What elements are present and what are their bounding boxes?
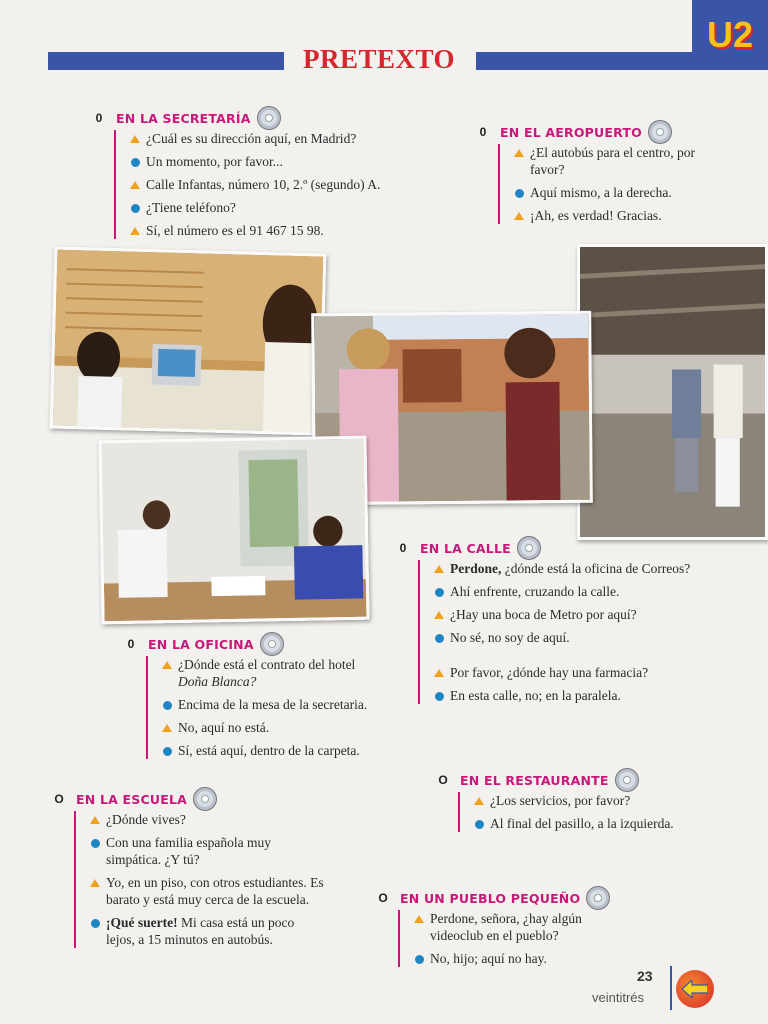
- speaker-b-dot-icon: [91, 919, 100, 928]
- back-arrow-icon[interactable]: [676, 970, 714, 1008]
- dialogue-line: En esta calle, no; en la paralela.: [428, 687, 746, 704]
- audio-cd-icon[interactable]: [648, 120, 672, 144]
- dialogue-line: Ahí enfrente, cruzando la calle.: [428, 583, 746, 600]
- dialogue-lines: [74, 811, 324, 948]
- dialogue-line: ¡Ah, es verdad! Gracias.: [508, 207, 726, 224]
- speaker-a-triangle-icon: [434, 565, 444, 573]
- page-number-words: veintitrés: [592, 990, 645, 1005]
- audio-cd-icon[interactable]: [586, 886, 610, 910]
- dialogue-line: ¿Los servicios, por favor?: [468, 792, 736, 809]
- dialogue-line: No, hijo; aquí no hay.: [408, 950, 628, 967]
- section-pueblo: [376, 886, 636, 973]
- audio-cd-icon[interactable]: [193, 787, 217, 811]
- unit-badge: [692, 0, 768, 70]
- speaker-a-triangle-icon: [434, 669, 444, 677]
- speaker-b-dot-icon: [435, 692, 444, 701]
- speaker-a-triangle-icon: [130, 181, 140, 189]
- dialogue-line: ¿Tiene teléfono?: [124, 199, 422, 216]
- dialogue-line: Yo, en un piso, con otros estudiantes. Es barato y está muy cerca de la escuela.: [84, 874, 324, 908]
- section-restaurante: [436, 768, 736, 838]
- audio-cd-icon[interactable]: [615, 768, 639, 792]
- dialogue-lines: [458, 792, 736, 832]
- dialogue-line: Calle Infantas, número 10, 2.º (segundo) A.: [124, 176, 422, 193]
- section-aeropuerto: [476, 120, 726, 230]
- photo-secretaria: [50, 246, 327, 435]
- dialogue-line: ¿Cuál es su dirección aquí, en Madrid?: [124, 130, 422, 147]
- speaker-b-dot-icon: [415, 955, 424, 964]
- section-secretaria: [92, 106, 422, 245]
- section-escuela: [52, 787, 332, 954]
- section-title: EN LA CALLE: [420, 540, 511, 556]
- speaker-b-dot-icon: [131, 158, 140, 167]
- photo-aeropuerto: [577, 244, 768, 540]
- dialogue-line: Sí, está aquí, dentro de la carpeta.: [156, 742, 414, 759]
- track-number: O: [378, 891, 388, 905]
- dialogue-line: ¿Dónde vives?: [84, 811, 324, 828]
- dialogue-lines: [146, 656, 414, 759]
- section-title: EN EL RESTAURANTE: [460, 772, 609, 788]
- dialogue-lines: [418, 560, 746, 704]
- dialogue-lines: [498, 144, 726, 224]
- speaker-a-triangle-icon: [90, 816, 100, 824]
- track-number: 0: [95, 111, 103, 125]
- speaker-b-dot-icon: [435, 634, 444, 643]
- dialogue-line: Por favor, ¿dónde hay una farmacia?: [428, 664, 746, 681]
- speaker-a-triangle-icon: [162, 661, 172, 669]
- dialogue-line: No sé, no soy de aquí.: [428, 629, 746, 646]
- dialogue-line: Perdone, señora, ¿hay algún videoclub en el pueblo?: [408, 910, 628, 944]
- speaker-a-triangle-icon: [514, 212, 524, 220]
- speaker-a-triangle-icon: [474, 797, 484, 805]
- dialogue-line: ¿Dónde está el contrato del hotel Doña Blanca?: [156, 656, 414, 690]
- speaker-a-triangle-icon: [514, 149, 524, 157]
- dialogue-line: Sí, el número es el 91 467 15 98.: [124, 222, 422, 239]
- speaker-a-triangle-icon: [130, 227, 140, 235]
- dialogue-line: ¿El autobús para el centro, por favor?: [508, 144, 726, 178]
- dialogue-line: Perdone, ¿dónde está la oficina de Correos?: [428, 560, 746, 577]
- speaker-b-dot-icon: [515, 189, 524, 198]
- dialogue-line: Al final del pasillo, a la izquierda.: [468, 815, 736, 832]
- speaker-b-dot-icon: [163, 747, 172, 756]
- section-oficina: [124, 632, 414, 765]
- page-title: PRETEXTO: [302, 44, 456, 74]
- speaker-b-dot-icon: [163, 701, 172, 710]
- speaker-b-dot-icon: [91, 839, 100, 848]
- dialogue-line: Con una familia española muy simpática. ¿Y tú?: [84, 834, 324, 868]
- section-title: EN EL AEROPUERTO: [500, 124, 642, 140]
- speaker-a-triangle-icon: [162, 724, 172, 732]
- audio-cd-icon[interactable]: [260, 632, 284, 656]
- section-title: EN LA ESCUELA: [76, 791, 187, 807]
- photo-oficina: [98, 436, 369, 625]
- speaker-b-dot-icon: [435, 588, 444, 597]
- footer-divider: [670, 966, 672, 1010]
- track-number: 0: [127, 637, 135, 651]
- section-title: EN LA OFICINA: [148, 636, 254, 652]
- dialogue-line: Aquí mismo, a la derecha.: [508, 184, 726, 201]
- track-number: O: [438, 773, 448, 787]
- dialogue-line: No, aquí no está.: [156, 719, 414, 736]
- track-number: 0: [479, 125, 487, 139]
- dialogue-line: ¡Qué suerte! Mi casa está un poco lejos, a 15 minutos en autobús.: [84, 914, 324, 948]
- section-title: EN UN PUEBLO PEQUEÑO: [400, 890, 581, 906]
- track-number: O: [54, 792, 64, 806]
- dialogue-lines: [114, 130, 422, 239]
- dialogue-line: Encima de la mesa de la secretaria.: [156, 696, 414, 713]
- page-number: 23: [637, 968, 653, 984]
- speaker-a-triangle-icon: [414, 915, 424, 923]
- dialogue-lines: [398, 910, 628, 967]
- speaker-a-triangle-icon: [434, 611, 444, 619]
- unit-label: U2: [706, 14, 754, 55]
- audio-cd-icon[interactable]: [257, 106, 281, 130]
- speaker-a-triangle-icon: [130, 135, 140, 143]
- audio-cd-icon[interactable]: [517, 536, 541, 560]
- dialogue-line: ¿Hay una boca de Metro por aquí?: [428, 606, 746, 623]
- speaker-b-dot-icon: [131, 204, 140, 213]
- speaker-a-triangle-icon: [90, 879, 100, 887]
- dialogue-line: Un momento, por favor...: [124, 153, 422, 170]
- header-bar-left: [48, 52, 284, 70]
- track-number: 0: [399, 541, 407, 555]
- speaker-b-dot-icon: [475, 820, 484, 829]
- section-calle: [396, 536, 746, 710]
- section-title: EN LA SECRETARÍA: [116, 110, 251, 126]
